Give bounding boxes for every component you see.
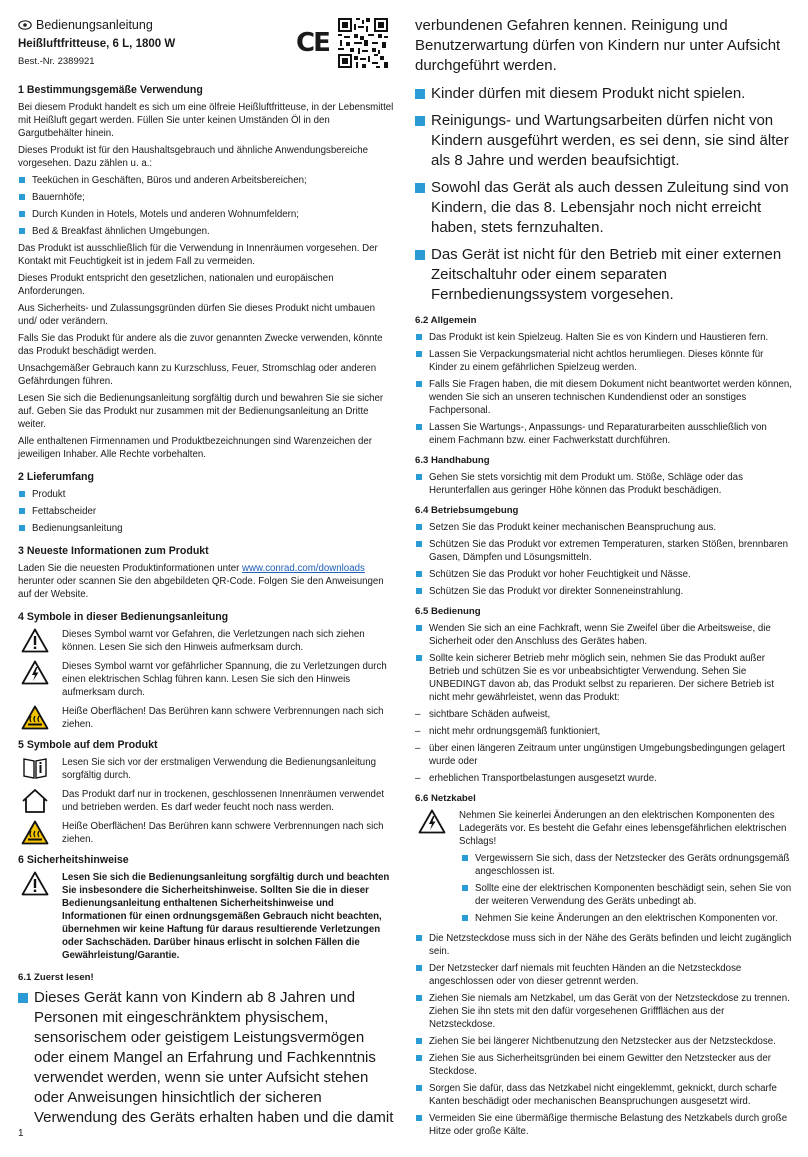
- warning-row: [18, 871, 395, 962]
- big-list-item: Das Gerät ist nicht für den Betrieb mit einer externen Zeitschaltuhr oder einem separaten Fernbedienungssystem vorgesehen.: [415, 245, 793, 305]
- high-voltage-icon: [418, 809, 446, 834]
- symbol-row: [18, 788, 395, 814]
- symbol-row: [18, 628, 395, 654]
- high-voltage-icon: [21, 660, 49, 685]
- list-item: Vermeiden Sie eine übermäßige thermische Belastung des Netzkabels durch große Hitze oder große Kälte.: [415, 1112, 793, 1138]
- dash-item: – erheblichen Transportbelastungen ausgesetzt wurde.: [415, 772, 793, 785]
- section-heading: 6.2 Allgemein: [415, 315, 477, 326]
- section-heading: 6 Sicherheitshinweise: [18, 854, 129, 866]
- list-item: Bed & Breakfast ähnlichen Umgebungen.: [18, 225, 395, 238]
- left-column: [18, 84, 395, 1135]
- read-manual-icon: [22, 756, 48, 780]
- symbol-description: Heiße Oberflächen! Das Berühren kann schwere Verbrennungen nach sich ziehen.: [62, 821, 384, 845]
- symbol-row: [18, 820, 395, 846]
- symbol-row: [18, 705, 395, 731]
- big-list-item: Sowohl das Gerät als auch dessen Zuleitung sind von Kindern, die das 8. Lebensjahr noch nicht erreicht haben, stets fernzuhalten.: [415, 178, 793, 238]
- list-item: Das Produkt ist kein Spielzeug. Halten Sie es von Kindern und Haustieren fern.: [415, 331, 793, 344]
- big-list-item: Kinder dürfen mit diesem Produkt nicht spielen.: [415, 84, 793, 104]
- paragraph: Aus Sicherheits- und Zulassungsgründen dürfen Sie dieses Produkt nicht umbauen und/ oder verändern.: [18, 303, 376, 327]
- symbol-description: Dieses Symbol warnt vor gefährlicher Spannung, die zu Verletzungen durch einen elektrischen Schlag führen kann. Lesen Sie sich den Hinweis aufmerksam durch.: [62, 661, 387, 698]
- electric-warning-text: Nehmen Sie keinerlei Änderungen an den elektrischen Komponenten des Ladegeräts vor. Es besteht die Gefahr eines lebensgefährlichen elektrischen Schlags!: [459, 810, 787, 847]
- big-list-item-continued: verbundenen Gefahren kennen. Reinigung und Benutzerwartung dürfen von Kindern nur unter Aufsicht durchgeführt werden.: [415, 17, 781, 74]
- symbol-description: Das Produkt darf nur in trockenen, geschlossenen Innenräumen verwendet und betrieben werden. Es darf weder feucht noch nass werden.: [62, 789, 385, 813]
- right-column: [415, 16, 793, 1142]
- list-item: Wenden Sie sich an eine Fachkraft, wenn Sie Zweifel über die Arbeitsweise, die Sicherheit oder den Anschluss des Gerätes haben.: [415, 622, 793, 648]
- list-item: Ziehen Sie niemals am Netzkabel, um das Gerät von der Netzsteckdose zu trennen. Ziehen Sie ihn stets mit den dafür vorgesehenen Griffflächen aus der Netzsteckdose.: [415, 992, 793, 1031]
- list-item: Lassen Sie Verpackungsmaterial nicht achtlos herumliegen. Dieses könnte für Kinder zu einem gefährlichen Spielzeug werden.: [415, 348, 793, 374]
- list-item: Vergewissern Sie sich, dass der Netzstecker des Geräts ordnungsgemäß angeschlossen ist.: [461, 852, 793, 878]
- big-list-item: Reinigungs- und Wartungsarbeiten dürfen nicht von Kindern ausgeführt werden, es sei denn, sie sind älter als 8 Jahre und werden beaufsichtigt.: [415, 111, 793, 171]
- symbol-description: Lesen Sie sich vor der erstmaligen Verwendung die Bedienungsanleitung sorgfältig durch.: [62, 757, 376, 781]
- list-item: Produkt: [18, 488, 395, 501]
- doc-title-text: Bedienungsanleitung: [36, 18, 153, 32]
- list-item: Schützen Sie das Produkt vor hoher Feuchtigkeit und Nässe.: [415, 568, 793, 581]
- hot-surface-icon: [21, 705, 49, 730]
- ce-mark: CE: [296, 28, 329, 58]
- paragraph: Falls Sie das Produkt für andere als die zuvor genannten Zwecke verwenden, könnte das Produkt beschädigt werden.: [18, 333, 383, 357]
- section-heading: 6.4 Betriebsumgebung: [415, 505, 519, 516]
- paragraph: Dieses Produkt ist für den Haushaltsgebrauch und ähnliche Anwendungsbereiche vorgesehen. Dazu zählen u. a.:: [18, 145, 369, 169]
- hot-surface-icon: [21, 820, 49, 845]
- list-item: Nehmen Sie keine Änderungen an den elektrischen Komponenten vor.: [461, 912, 793, 925]
- section-heading: 4 Symbole in dieser Bedienungsanleitung: [18, 611, 229, 623]
- list-item: Fettabscheider: [18, 505, 395, 518]
- list-item: Die Netzsteckdose muss sich in der Nähe des Geräts befinden und leicht zugänglich sein.: [415, 932, 793, 958]
- order-number: Best.-Nr. 2389921: [18, 56, 95, 67]
- section-heading: 5 Symbole auf dem Produkt: [18, 739, 158, 751]
- list-item: Falls Sie Fragen haben, die mit diesem Dokument nicht beantwortet werden können, wenden Sie sich an unseren technischen Kundendienst oder an sonstiges Fachpersonal.: [415, 378, 793, 417]
- symbol-description: Dieses Symbol warnt vor Gefahren, die Verletzungen nach sich ziehen können. Lesen Sie sich den Hinweis aufmerksam durch.: [62, 629, 365, 653]
- warning-row: [415, 809, 793, 848]
- list-item: Bauernhöfe;: [18, 191, 395, 204]
- list-item: Bedienungsanleitung: [18, 522, 395, 535]
- list-item: Ziehen Sie bei längerer Nichtbenutzung den Netzstecker aus der Netzsteckdose.: [415, 1035, 793, 1048]
- big-list-item: Dieses Gerät kann von Kindern ab 8 Jahren und Personen mit eingeschränktem physischem, sensorischem oder geistigem Leistungsvermögen oder einem Mangel an Erfahrung und Fachkenntnis verwendet werden, wenn sie unter Aufsicht stehen oder Anweisungen hinsichtlich der sicheren Verwendung des Geräts erhalten haben und die damit: [18, 988, 395, 1128]
- section-heading: 1 Bestimmungsgemäße Verwendung: [18, 84, 203, 96]
- list-item: Setzen Sie das Produkt keiner mechanischen Beanspruchung aus.: [415, 521, 793, 534]
- doc-title: [18, 18, 153, 32]
- page-number: 1: [18, 1128, 24, 1139]
- list-item: Schützen Sie das Produkt vor direkter Sonneneinstrahlung.: [415, 585, 793, 598]
- qr-code: [338, 18, 388, 68]
- text: Laden Sie die neuesten Produktinformationen unter: [18, 563, 243, 574]
- safety-warning-text: Lesen Sie sich die Bedienungsanleitung sorgfältig durch und beachten Sie insbesondere die Sicherheitshinweise. Sollten Sie die in dieser Bedienungsanleitung enthaltenen Sicherheitshinweise und Informationen für einen ordnungsgemäßen Gebrauch nicht beachten, übernehmen wir keine Haftung für daraus resultierende Verletzungen oder Sachschäden. Darüber hinaus erlischt in solchen Fällen die Gewährleistung/Garantie.: [62, 872, 390, 961]
- dash-item: – nicht mehr ordnungsgemäß funktioniert,: [415, 725, 793, 738]
- list-item: Lassen Sie Wartungs-, Anpassungs- und Reparaturarbeiten ausschließlich von einem Fachmann bzw. einer Fachwerkstatt durchführen.: [415, 421, 793, 447]
- product-name: Heißluftfritteuse, 6 L, 1800 W: [18, 38, 176, 50]
- paragraph: Unsachgemäßer Gebrauch kann zu Kurzschluss, Feuer, Stromschlag oder anderen Gefährdungen führen.: [18, 363, 377, 387]
- symbol-row: [18, 756, 395, 782]
- list-item: Der Netzstecker darf niemals mit feuchten Händen an die Netzsteckdose angeschlossen oder von dieser getrennt werden.: [415, 962, 793, 988]
- list-item: Schützen Sie das Produkt vor extremen Temperaturen, starken Stößen, brennbaren Gasen, Dämpfen und Lösungsmitteln.: [415, 538, 793, 564]
- dash-item: – sichtbare Schäden aufweist,: [415, 708, 793, 721]
- list-item: Durch Kunden in Hotels, Motels und anderen Wohnumfeldern;: [18, 208, 395, 221]
- paragraph: Das Produkt ist ausschließlich für die Verwendung in Innenräumen vorgesehen. Der Kontakt mit Feuchtigkeit ist in jedem Fall zu vermeiden.: [18, 243, 378, 267]
- paragraph: Bei diesem Produkt handelt es sich um eine ölfreie Heißluftfritteuse, in der Lebensmittel mit Heißluft gegart werden. Füllen Sie unter keinen Umständen Öl in den Gargutbehälter hinein.: [18, 102, 394, 139]
- list-item: Sollte eine der elektrischen Komponenten beschädigt sein, sehen Sie von der weiteren Verwendung des Geräts unbedingt ab.: [461, 882, 793, 908]
- paragraph: Lesen Sie sich die Bedienungsanleitung sorgfältig durch und bewahren Sie sie sicher auf. Geben Sie das Produkt nur zusammen mit der Bedienungsanleitung an Dritte weiter.: [18, 393, 384, 430]
- section-heading: 6.1 Zuerst lesen!: [18, 972, 94, 983]
- section-heading: 3 Neueste Informationen zum Produkt: [18, 545, 209, 557]
- list-item: Teeküchen in Geschäften, Büros und anderen Arbeitsbereichen;: [18, 174, 395, 187]
- eye-icon: [18, 20, 32, 30]
- paragraph: Dieses Produkt entspricht den gesetzlichen, nationalen und europäischen Anforderungen.: [18, 273, 334, 297]
- section-heading: 6.6 Netzkabel: [415, 793, 476, 804]
- warning-icon: [21, 628, 49, 653]
- paragraph: [18, 562, 395, 601]
- symbol-row: [18, 660, 395, 699]
- dash-item: – über einen längeren Zeitraum unter ungünstigen Umgebungsbedingungen gelagert wurde oder: [415, 742, 793, 768]
- list-item: Sollte kein sicherer Betrieb mehr möglich sein, nehmen Sie das Produkt außer Betrieb und schützen Sie es vor unbeabsichtigter Verwendung. Sehen Sie UNBEDINGT davon ab, das Produkt selbst zu reparieren. Der sichere Betrieb ist nicht mehr gewährleistet, wenn das Produkt:: [415, 652, 793, 704]
- downloads-link[interactable]: www.conrad.com/downloads: [242, 563, 365, 574]
- list-item: Gehen Sie stets vorsichtig mit dem Produkt um. Stöße, Schläge oder das Herunterfallen aus geringer Höhe können das Produkt beschädigen.: [415, 471, 793, 497]
- section-heading: 6.5 Bedienung: [415, 606, 481, 617]
- symbol-description: Heiße Oberflächen! Das Berühren kann schwere Verbrennungen nach sich ziehen.: [62, 706, 384, 730]
- text: herunter oder scannen Sie den abgebildeten QR-Code. Folgen Sie den Anweisungen auf der Website.: [18, 576, 384, 600]
- list-item: Sorgen Sie dafür, dass das Netzkabel nicht eingeklemmt, geknickt, durch scharfe Kanten beschädigt oder mechanischen Beanspruchungen ausgesetzt wird.: [415, 1082, 793, 1108]
- list-item: Ziehen Sie aus Sicherheitsgründen bei einem Gewitter den Netzstecker aus der Steckdose.: [415, 1052, 793, 1078]
- section-heading: 2 Lieferumfang: [18, 471, 94, 483]
- indoor-use-icon: [21, 788, 49, 814]
- header: [18, 0, 398, 80]
- section-heading: 6.3 Handhabung: [415, 455, 490, 466]
- warning-icon: [21, 871, 49, 896]
- paragraph: Alle enthaltenen Firmennamen und Produktbezeichnungen sind Warenzeichen der jeweiligen Inhaber. Alle Rechte vorbehalten.: [18, 436, 372, 460]
